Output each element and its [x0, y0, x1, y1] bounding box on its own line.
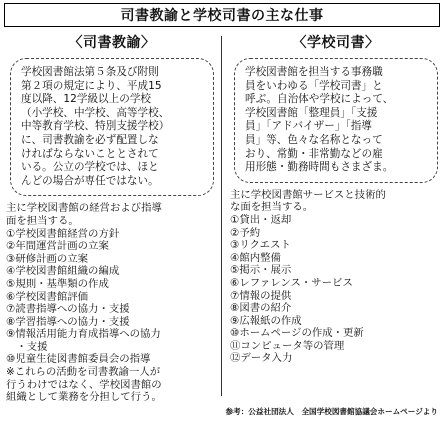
intro-line: な面を担当する。 — [230, 201, 314, 214]
list-item: ⑤掲示・展示 — [230, 264, 292, 277]
note-line: ※これらの活動を司書教諭一人が — [6, 366, 161, 379]
note-line: 組織として業務を分担して行う。 — [6, 391, 162, 404]
list-item: ⑥レファレンス・サービス — [230, 276, 353, 289]
left-duty-list — [6, 228, 218, 367]
bubble-line: おり、常勤・非常勤などの雇 — [245, 147, 383, 160]
right-column — [230, 32, 442, 398]
intro-line: 主に学校図書館サービスと技術的 — [230, 188, 386, 201]
bubble-line: 中等教育学校、特別支援学校） — [21, 120, 170, 133]
list-item: ①学校図書館経営の方針 — [6, 227, 120, 240]
bubble-line: 度以降、12学級以上の学校 — [21, 93, 152, 106]
bubble-line: （小学校、中学校、高等学校、 — [21, 106, 170, 119]
bubble-line: 員をいわゆる「学校司書」と — [245, 79, 383, 92]
bubble-line: ければならないこととされて — [21, 147, 159, 160]
list-item: ③研修計画の立案 — [6, 252, 89, 265]
list-item: ⑩ホームページの作成・更新 — [230, 327, 364, 340]
list-item: ②予約 — [230, 226, 261, 239]
list-item: ③リクエスト — [230, 239, 291, 252]
note-line: 行うわけではなく、学校図書館の — [6, 378, 162, 391]
list-item: ⑩児童生徒図書館委員会の指導 — [6, 353, 151, 366]
right-bubble — [234, 58, 438, 183]
bubble-line: に、司書教諭を必ず配置しな — [21, 133, 159, 146]
page-title: 司書教諭と学校司書の主な仕事 — [4, 3, 440, 27]
list-item: ⑫データ入力 — [230, 352, 293, 365]
bubble-line: 学校図書館「整理員」「支援 — [245, 106, 378, 119]
bubble-line: 学校図書館法第５条及び附則 — [21, 66, 159, 78]
list-item: ①貸出・返却 — [230, 213, 292, 226]
list-item: ⑪コンピュータ等の管理 — [230, 339, 345, 352]
list-item: ②年間運営計画の立案 — [6, 240, 109, 253]
bubble-line: 員」等、色々な名称となって — [245, 133, 383, 146]
list-item: ・支援 — [6, 340, 48, 353]
bubble-line: 学校図書館を担当する事務職 — [245, 66, 383, 78]
source-credit: 参考：公益社団法人 全国学校図書館協議会ホームページより — [225, 407, 438, 416]
list-item: ⑧図書の紹介 — [230, 302, 292, 315]
column-divider — [221, 36, 222, 396]
list-item: ⑤規則・基準類の作成 — [6, 277, 109, 290]
left-heading: 〈司書教諭〉 — [68, 35, 156, 51]
list-item: ⑧学習指導への協力・支援 — [6, 315, 130, 328]
bubble-line: 第２項の規定により、平成15 — [21, 79, 162, 92]
left-bubble — [10, 58, 214, 196]
list-item: ⑦情報の提供 — [230, 289, 292, 302]
left-bubble-text — [21, 66, 205, 188]
list-item: ⑥学校図書館評価 — [6, 290, 89, 303]
list-item: ④学校図書館組織の編成 — [6, 265, 120, 278]
right-bubble-text — [245, 66, 429, 175]
right-duty-list — [230, 214, 442, 365]
right-heading: 〈学校司書〉 — [292, 35, 380, 51]
bubble-line: いる。公立の学校では、ほと — [21, 161, 159, 174]
left-intro — [6, 202, 218, 227]
bubble-line: 用形態・勤務時間もさまざま。 — [245, 161, 394, 174]
bubble-line: んどの場合が専任ではない。 — [21, 174, 159, 187]
bubble-line: 員」「アドバイザー」「指導 — [245, 120, 372, 133]
intro-line: 主に学校図書館の経営および指導 — [6, 202, 162, 215]
right-intro — [230, 189, 442, 214]
list-item: ⑨情報活用能力育成指導への協力 — [6, 328, 161, 341]
list-item: ④館内整備 — [230, 251, 281, 264]
list-item: ⑦読書指導への協力・支援 — [6, 303, 130, 316]
left-note — [6, 366, 218, 404]
intro-line: 面を担当する。 — [6, 214, 79, 227]
list-item: ⑨広報紙の作成 — [230, 314, 302, 327]
left-column — [6, 32, 218, 404]
bubble-line: 呼ぶ。自治体や学校によって、 — [245, 93, 394, 106]
